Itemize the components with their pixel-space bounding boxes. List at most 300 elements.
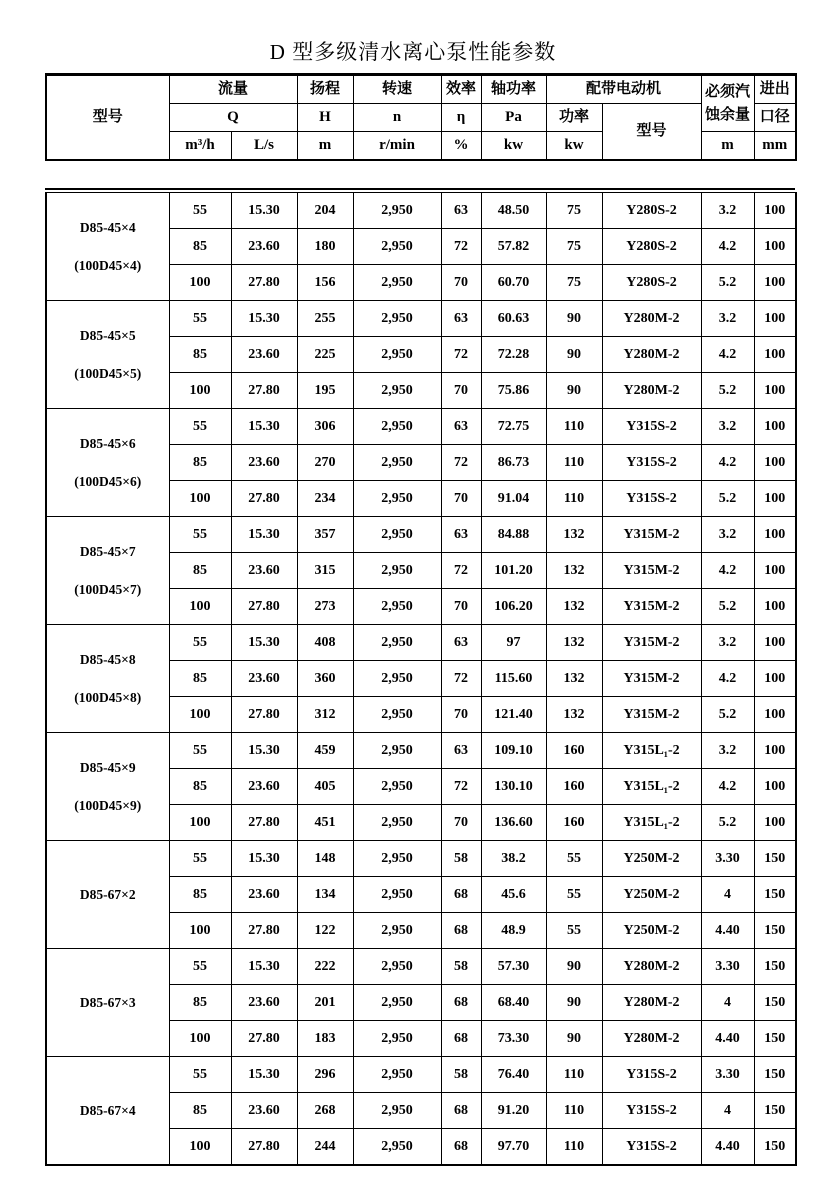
motor-power-cell: 110	[546, 1093, 602, 1129]
efficiency-cell: 63	[441, 193, 481, 229]
motor-model-cell: Y315S-2	[602, 445, 701, 481]
shaft-power-cell: 130.10	[481, 769, 546, 805]
flow-m3h-cell: 55	[169, 301, 231, 337]
flow-ls-cell: 15.30	[231, 409, 297, 445]
port-cell: 150	[754, 913, 796, 949]
motor-model-cell: Y280S-2	[602, 229, 701, 265]
flow-ls-cell: 27.80	[231, 589, 297, 625]
head-cell: 268	[297, 1093, 353, 1129]
motor-model-cell: Y315M-2	[602, 697, 701, 733]
efficiency-cell: 72	[441, 445, 481, 481]
port-cell: 150	[754, 1021, 796, 1057]
flow-m3h-cell: 100	[169, 373, 231, 409]
pump-model: D85-67×4	[79, 1102, 136, 1118]
port-cell: 100	[754, 697, 796, 733]
npsh-cell: 4.40	[701, 1129, 754, 1166]
shaft-power-cell: 72.28	[481, 337, 546, 373]
npsh-cell: 4.2	[701, 229, 754, 265]
col-shaft-power-header: 轴功率	[481, 75, 546, 104]
shaft-power-symbol: Pa	[481, 104, 546, 132]
col-model-header: 型号	[46, 75, 169, 161]
flow-m3h-cell: 85	[169, 877, 231, 913]
flow-ls-cell: 23.60	[231, 769, 297, 805]
shaft-power-cell: 91.20	[481, 1093, 546, 1129]
pump-model-alt: (100D45×6)	[74, 473, 142, 489]
col-npsh-header	[701, 75, 754, 132]
speed-cell: 2,950	[353, 697, 441, 733]
head-cell: 255	[297, 301, 353, 337]
shaft-power-cell: 97.70	[481, 1129, 546, 1166]
port-cell: 150	[754, 1093, 796, 1129]
flow-m3h-cell: 100	[169, 1129, 231, 1166]
pump-table-body	[46, 193, 796, 1166]
speed-cell: 2,950	[353, 553, 441, 589]
speed-symbol: n	[353, 104, 441, 132]
col-head-header: 扬程	[297, 75, 353, 104]
head-cell: 222	[297, 949, 353, 985]
shaft-power-cell: 38.2	[481, 841, 546, 877]
col-port-header-line2: 口径	[754, 104, 796, 132]
npsh-cell: 3.2	[701, 733, 754, 769]
motor-power-cell: 132	[546, 589, 602, 625]
npsh-cell: 4	[701, 985, 754, 1021]
pump-model-cell	[46, 409, 169, 517]
speed-cell: 2,950	[353, 445, 441, 481]
shaft-power-cell: 72.75	[481, 409, 546, 445]
col-port-header-line1: 进出	[754, 75, 796, 104]
flow-m3h-cell: 100	[169, 913, 231, 949]
efficiency-cell: 70	[441, 265, 481, 301]
flow-m3h-cell: 85	[169, 229, 231, 265]
motor-power-cell: 132	[546, 697, 602, 733]
motor-power-cell: 90	[546, 373, 602, 409]
pump-model-cell	[46, 841, 169, 949]
motor-power-cell: 90	[546, 949, 602, 985]
motor-model-cell: Y315S-2	[602, 1093, 701, 1129]
performance-table-header	[45, 73, 797, 161]
efficiency-cell: 68	[441, 913, 481, 949]
flow-ls-cell: 15.30	[231, 733, 297, 769]
speed-cell: 2,950	[353, 769, 441, 805]
head-cell: 405	[297, 769, 353, 805]
shaft-power-cell: 48.50	[481, 193, 546, 229]
shaft-power-cell: 121.40	[481, 697, 546, 733]
motor-power-cell: 110	[546, 481, 602, 517]
head-cell: 134	[297, 877, 353, 913]
performance-table	[45, 192, 797, 1166]
efficiency-cell: 70	[441, 589, 481, 625]
col-efficiency-header: 效率	[441, 75, 481, 104]
flow-unit-m3h: m³/h	[169, 132, 231, 161]
pump-model-cell	[46, 193, 169, 301]
flow-ls-cell: 23.60	[231, 985, 297, 1021]
table-row	[46, 841, 796, 877]
speed-cell: 2,950	[353, 841, 441, 877]
table-row	[46, 517, 796, 553]
efficiency-cell: 68	[441, 985, 481, 1021]
motor-power-cell: 160	[546, 805, 602, 841]
head-cell: 296	[297, 1057, 353, 1093]
npsh-cell: 3.2	[701, 193, 754, 229]
motor-model-cell: Y315L₁-2	[602, 733, 701, 769]
head-cell: 408	[297, 625, 353, 661]
npsh-cell: 4.2	[701, 337, 754, 373]
motor-power-cell: 132	[546, 517, 602, 553]
motor-power-cell: 55	[546, 877, 602, 913]
head-cell: 195	[297, 373, 353, 409]
shaft-power-cell: 60.63	[481, 301, 546, 337]
head-cell: 360	[297, 661, 353, 697]
flow-symbol: Q	[169, 104, 297, 132]
efficiency-cell: 63	[441, 409, 481, 445]
npsh-cell: 3.2	[701, 301, 754, 337]
efficiency-cell: 72	[441, 553, 481, 589]
speed-cell: 2,950	[353, 661, 441, 697]
efficiency-cell: 72	[441, 229, 481, 265]
efficiency-cell: 68	[441, 1129, 481, 1166]
motor-power-cell: 160	[546, 769, 602, 805]
port-cell: 100	[754, 733, 796, 769]
flow-m3h-cell: 100	[169, 1021, 231, 1057]
pump-model-cell	[46, 1057, 169, 1166]
motor-model-cell: Y280M-2	[602, 301, 701, 337]
shaft-power-cell: 75.86	[481, 373, 546, 409]
speed-cell: 2,950	[353, 949, 441, 985]
port-cell: 150	[754, 841, 796, 877]
flow-ls-cell: 15.30	[231, 1057, 297, 1093]
shaft-power-unit: kw	[481, 132, 546, 161]
npsh-cell: 3.30	[701, 1057, 754, 1093]
head-cell: 201	[297, 985, 353, 1021]
motor-power-cell: 55	[546, 841, 602, 877]
port-cell: 100	[754, 625, 796, 661]
port-cell: 150	[754, 1129, 796, 1166]
pump-model: D85-67×2	[79, 886, 136, 902]
flow-ls-cell: 23.60	[231, 445, 297, 481]
port-cell: 100	[754, 265, 796, 301]
shaft-power-cell: 45.6	[481, 877, 546, 913]
efficiency-cell: 70	[441, 373, 481, 409]
flow-ls-cell: 27.80	[231, 913, 297, 949]
npsh-cell: 4.2	[701, 553, 754, 589]
npsh-cell: 5.2	[701, 265, 754, 301]
speed-cell: 2,950	[353, 1021, 441, 1057]
motor-model-cell: Y280S-2	[602, 265, 701, 301]
efficiency-cell: 63	[441, 733, 481, 769]
efficiency-cell: 63	[441, 517, 481, 553]
speed-cell: 2,950	[353, 1057, 441, 1093]
flow-ls-cell: 27.80	[231, 373, 297, 409]
motor-model-cell: Y280M-2	[602, 1021, 701, 1057]
pump-model: D85-45×4	[79, 219, 136, 235]
efficiency-unit: %	[441, 132, 481, 161]
head-cell: 204	[297, 193, 353, 229]
efficiency-cell: 70	[441, 805, 481, 841]
flow-ls-cell: 27.80	[231, 1021, 297, 1057]
head-cell: 225	[297, 337, 353, 373]
port-cell: 150	[754, 985, 796, 1021]
flow-m3h-cell: 85	[169, 553, 231, 589]
shaft-power-cell: 57.30	[481, 949, 546, 985]
port-cell: 100	[754, 589, 796, 625]
port-cell: 100	[754, 409, 796, 445]
flow-m3h-cell: 55	[169, 949, 231, 985]
pump-model-cell	[46, 625, 169, 733]
speed-cell: 2,950	[353, 733, 441, 769]
flow-ls-cell: 27.80	[231, 1129, 297, 1166]
flow-m3h-cell: 85	[169, 985, 231, 1021]
npsh-cell: 5.2	[701, 805, 754, 841]
npsh-cell: 3.30	[701, 841, 754, 877]
motor-power-cell: 132	[546, 553, 602, 589]
page-title: D 型多级清水离心泵性能参数	[269, 40, 557, 64]
shaft-power-cell: 115.60	[481, 661, 546, 697]
port-cell: 100	[754, 301, 796, 337]
motor-power-cell: 90	[546, 985, 602, 1021]
pump-model: D85-45×9	[79, 759, 136, 775]
flow-m3h-cell: 55	[169, 409, 231, 445]
port-cell: 100	[754, 373, 796, 409]
flow-ls-cell: 23.60	[231, 877, 297, 913]
pump-model-alt: (100D45×5)	[74, 365, 142, 381]
speed-cell: 2,950	[353, 409, 441, 445]
pump-model-cell	[46, 301, 169, 409]
shaft-power-cell: 101.20	[481, 553, 546, 589]
efficiency-cell: 72	[441, 337, 481, 373]
head-cell: 357	[297, 517, 353, 553]
pump-model-alt: (100D45×9)	[74, 797, 142, 813]
npsh-header-line2: 蚀余量	[705, 106, 751, 123]
speed-cell: 2,950	[353, 337, 441, 373]
flow-m3h-cell: 100	[169, 805, 231, 841]
port-cell: 150	[754, 877, 796, 913]
table-row	[46, 949, 796, 985]
pump-model-cell	[46, 517, 169, 625]
shaft-power-cell: 76.40	[481, 1057, 546, 1093]
pump-model: D85-45×8	[79, 651, 136, 667]
efficiency-cell: 72	[441, 769, 481, 805]
motor-power-cell: 110	[546, 445, 602, 481]
npsh-header-line1: 必须汽	[705, 84, 751, 100]
table-row	[46, 1057, 796, 1093]
efficiency-cell: 72	[441, 661, 481, 697]
npsh-cell: 4.2	[701, 769, 754, 805]
speed-cell: 2,950	[353, 877, 441, 913]
flow-m3h-cell: 100	[169, 265, 231, 301]
motor-power-cell: 75	[546, 265, 602, 301]
flow-m3h-cell: 55	[169, 517, 231, 553]
table-row	[46, 409, 796, 445]
speed-cell: 2,950	[353, 193, 441, 229]
pump-model-cell	[46, 949, 169, 1057]
flow-m3h-cell: 85	[169, 445, 231, 481]
shaft-power-cell: 136.60	[481, 805, 546, 841]
port-cell: 150	[754, 1057, 796, 1093]
npsh-unit: m	[701, 132, 754, 161]
speed-cell: 2,950	[353, 913, 441, 949]
motor-model-cell: Y315S-2	[602, 1129, 701, 1166]
efficiency-cell: 70	[441, 697, 481, 733]
motor-model-cell: Y280S-2	[602, 193, 701, 229]
efficiency-cell: 58	[441, 949, 481, 985]
npsh-cell: 3.2	[701, 625, 754, 661]
motor-model-cell: Y315M-2	[602, 589, 701, 625]
head-cell: 180	[297, 229, 353, 265]
motor-model-cell: Y315M-2	[602, 553, 701, 589]
efficiency-cell: 68	[441, 1093, 481, 1129]
speed-cell: 2,950	[353, 265, 441, 301]
head-cell: 306	[297, 409, 353, 445]
shaft-power-cell: 109.10	[481, 733, 546, 769]
speed-cell: 2,950	[353, 1129, 441, 1166]
head-cell: 156	[297, 265, 353, 301]
motor-model-cell: Y250M-2	[602, 877, 701, 913]
efficiency-cell: 63	[441, 301, 481, 337]
port-cell: 100	[754, 553, 796, 589]
flow-ls-cell: 27.80	[231, 805, 297, 841]
motor-model-cell: Y315M-2	[602, 661, 701, 697]
table-body-section	[45, 188, 795, 1166]
flow-m3h-cell: 55	[169, 1057, 231, 1093]
efficiency-cell: 68	[441, 877, 481, 913]
shaft-power-cell: 106.20	[481, 589, 546, 625]
efficiency-symbol: η	[441, 104, 481, 132]
motor-power-cell: 110	[546, 409, 602, 445]
shaft-power-cell: 91.04	[481, 481, 546, 517]
pump-model: D85-45×5	[79, 327, 136, 343]
port-cell: 100	[754, 769, 796, 805]
head-cell: 273	[297, 589, 353, 625]
motor-power-cell: 160	[546, 733, 602, 769]
speed-cell: 2,950	[353, 373, 441, 409]
shaft-power-cell: 48.9	[481, 913, 546, 949]
flow-m3h-cell: 55	[169, 625, 231, 661]
flow-m3h-cell: 55	[169, 841, 231, 877]
pump-model-alt: (100D45×4)	[74, 257, 142, 273]
motor-model-cell: Y315S-2	[602, 481, 701, 517]
motor-model-cell: Y315M-2	[602, 625, 701, 661]
shaft-power-cell: 97	[481, 625, 546, 661]
head-cell: 459	[297, 733, 353, 769]
speed-cell: 2,950	[353, 985, 441, 1021]
npsh-cell: 4	[701, 877, 754, 913]
port-cell: 100	[754, 229, 796, 265]
header-row-1	[46, 75, 796, 104]
flow-ls-cell: 15.30	[231, 841, 297, 877]
npsh-cell: 4.40	[701, 913, 754, 949]
motor-power-cell: 132	[546, 661, 602, 697]
port-unit: mm	[754, 132, 796, 161]
motor-model-cell: Y250M-2	[602, 841, 701, 877]
motor-model-cell: Y280M-2	[602, 337, 701, 373]
speed-cell: 2,950	[353, 625, 441, 661]
head-cell: 244	[297, 1129, 353, 1166]
speed-cell: 2,950	[353, 1093, 441, 1129]
flow-ls-cell: 27.80	[231, 697, 297, 733]
speed-cell: 2,950	[353, 229, 441, 265]
head-cell: 270	[297, 445, 353, 481]
npsh-cell: 4.2	[701, 445, 754, 481]
motor-model-cell: Y315S-2	[602, 1057, 701, 1093]
port-cell: 100	[754, 445, 796, 481]
port-cell: 100	[754, 481, 796, 517]
flow-ls-cell: 15.30	[231, 193, 297, 229]
efficiency-cell: 70	[441, 481, 481, 517]
pump-model: D85-67×3	[79, 994, 136, 1010]
pump-model-alt: (100D45×7)	[74, 581, 142, 597]
head-cell: 183	[297, 1021, 353, 1057]
speed-cell: 2,950	[353, 805, 441, 841]
motor-power-cell: 75	[546, 229, 602, 265]
shaft-power-cell: 84.88	[481, 517, 546, 553]
npsh-cell: 5.2	[701, 589, 754, 625]
flow-ls-cell: 23.60	[231, 337, 297, 373]
motor-model-cell: Y280M-2	[602, 949, 701, 985]
flow-ls-cell: 23.60	[231, 229, 297, 265]
head-cell: 315	[297, 553, 353, 589]
flow-ls-cell: 15.30	[231, 625, 297, 661]
flow-m3h-cell: 55	[169, 193, 231, 229]
shaft-power-cell: 57.82	[481, 229, 546, 265]
pump-model: D85-45×6	[79, 435, 136, 451]
motor-model-cell: Y315L₁-2	[602, 769, 701, 805]
port-cell: 100	[754, 337, 796, 373]
speed-cell: 2,950	[353, 517, 441, 553]
flow-ls-cell: 27.80	[231, 265, 297, 301]
shaft-power-cell: 86.73	[481, 445, 546, 481]
npsh-cell: 3.30	[701, 949, 754, 985]
motor-model-cell: Y280M-2	[602, 373, 701, 409]
port-cell: 150	[754, 949, 796, 985]
table-row	[46, 301, 796, 337]
port-cell: 100	[754, 193, 796, 229]
motor-power-unit: kw	[546, 132, 602, 161]
motor-power-cell: 90	[546, 337, 602, 373]
head-unit: m	[297, 132, 353, 161]
efficiency-cell: 68	[441, 1021, 481, 1057]
flow-ls-cell: 23.60	[231, 553, 297, 589]
motor-power-cell: 90	[546, 301, 602, 337]
motor-model-cell: Y315L₁-2	[602, 805, 701, 841]
col-speed-header: 转速	[353, 75, 441, 104]
motor-power-cell: 75	[546, 193, 602, 229]
shaft-power-cell: 60.70	[481, 265, 546, 301]
pump-model-cell	[46, 733, 169, 841]
flow-ls-cell: 23.60	[231, 661, 297, 697]
flow-unit-ls: L/s	[231, 132, 297, 161]
table-header-section	[45, 73, 826, 161]
flow-ls-cell: 15.30	[231, 301, 297, 337]
flow-ls-cell: 23.60	[231, 1093, 297, 1129]
flow-m3h-cell: 55	[169, 733, 231, 769]
flow-ls-cell: 15.30	[231, 949, 297, 985]
motor-model-cell: Y315S-2	[602, 409, 701, 445]
head-symbol: H	[297, 104, 353, 132]
flow-m3h-cell: 100	[169, 481, 231, 517]
flow-ls-cell: 27.80	[231, 481, 297, 517]
flow-m3h-cell: 85	[169, 337, 231, 373]
flow-m3h-cell: 85	[169, 1093, 231, 1129]
head-cell: 451	[297, 805, 353, 841]
table-row	[46, 625, 796, 661]
motor-model-cell: Y280M-2	[602, 985, 701, 1021]
npsh-cell: 5.2	[701, 481, 754, 517]
shaft-power-cell: 73.30	[481, 1021, 546, 1057]
head-cell: 234	[297, 481, 353, 517]
npsh-cell: 5.2	[701, 373, 754, 409]
motor-power-cell: 132	[546, 625, 602, 661]
motor-power-cell: 110	[546, 1129, 602, 1166]
